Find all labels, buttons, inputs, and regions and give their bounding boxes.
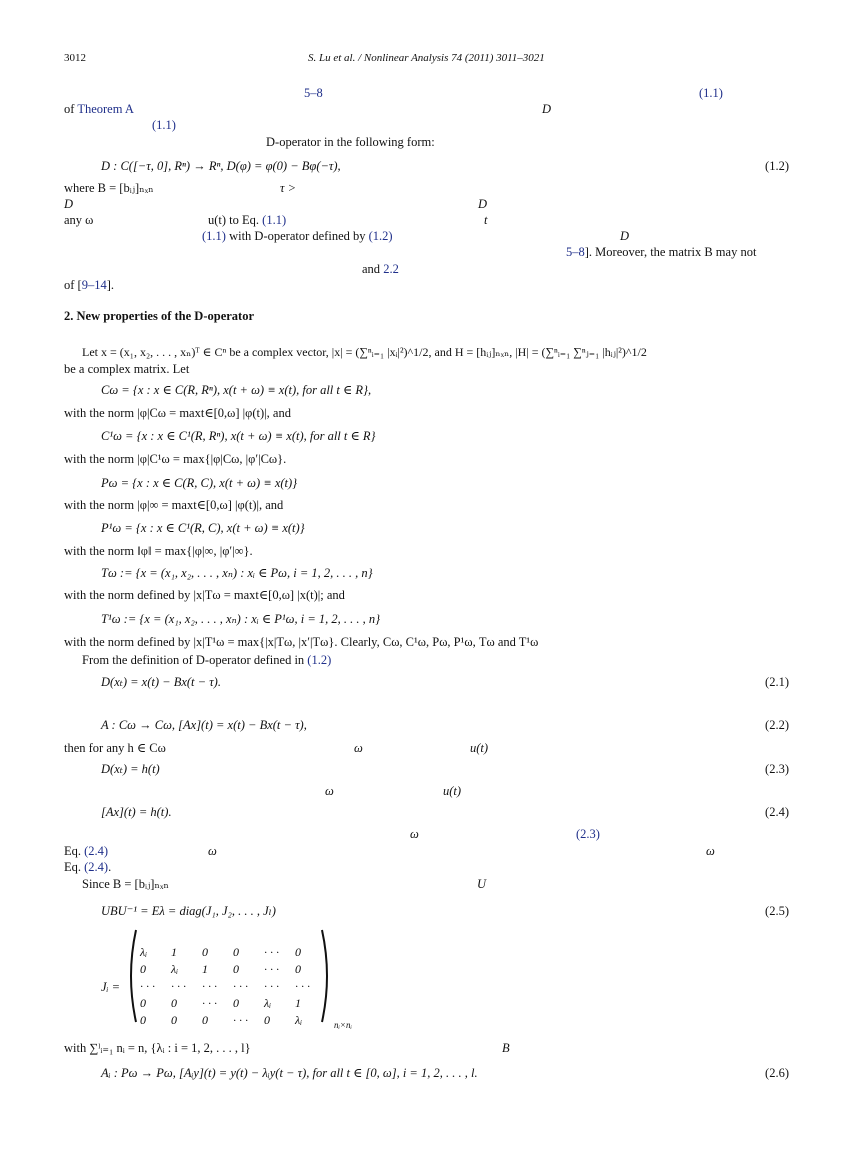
eq-ref-link[interactable]: (1.2) bbox=[368, 229, 393, 243]
theorem-link[interactable]: Theorem A bbox=[77, 102, 134, 116]
definition-p-omega: Pω = {x : x ∈ C(R, C), x(t + ω) ≡ x(t)} bbox=[101, 476, 298, 490]
body-text bbox=[208, 212, 286, 228]
math-symbol: u(t) bbox=[443, 784, 462, 798]
matrix-cell: · · · bbox=[233, 1013, 248, 1027]
eq-ref-link[interactable]: (2.4) bbox=[84, 844, 109, 858]
equation-2-4: [Ax](t) = h(t). bbox=[101, 805, 172, 819]
math-symbol: ω bbox=[410, 827, 419, 841]
right-bracket bbox=[320, 928, 334, 1024]
body-text bbox=[202, 228, 393, 244]
body-text: Since B = [bᵢⱼ]ₙₓₙ bbox=[82, 877, 169, 891]
body-text: D-operator in the following form: bbox=[266, 135, 435, 149]
matrix-cell: λᵢ bbox=[295, 1013, 303, 1027]
definition-c1-omega: C¹ω = {x : x ∈ C¹(R, Rⁿ), x(t + ω) ≡ x(t), for all t ∈ R} bbox=[101, 429, 376, 443]
body-text: Let x = (x₁, x₂, . . . , xₙ)ᵀ ∈ Cⁿ be a complex vector, |x| = (∑ⁿᵢ₌₁ |xᵢ|²)^1/2, and H = [hᵢⱼ]ₙₓₙ, |H| = (∑ⁿᵢ₌₁ ∑ⁿⱼ₌₁ |hᵢⱼ|²)^1/2 bbox=[82, 345, 647, 359]
eq-ref-link[interactable]: (1.1) bbox=[202, 229, 226, 243]
matrix-cell: 0 bbox=[264, 1013, 270, 1027]
equation-2-1: D(xₜ) = x(t) − Bx(t − τ). bbox=[101, 675, 221, 689]
definition-p1-omega: P¹ω = {x : x ∈ C¹(R, C), x(t + ω) ≡ x(t)} bbox=[101, 521, 305, 535]
math-symbol: D bbox=[64, 197, 74, 211]
equation-2-5: UBU⁻¹ = Eλ = diag(J₁, J₂, . . . , Jₗ) bbox=[101, 904, 276, 918]
running-head: S. Lu et al. / Nonlinear Analysis 74 (2011) 3011–3021 bbox=[308, 52, 545, 64]
math-symbol: D bbox=[620, 229, 630, 243]
equation-number: (2.2) bbox=[765, 718, 789, 732]
matrix-cell: · · · bbox=[171, 979, 186, 993]
math-symbol: D bbox=[542, 102, 552, 116]
matrix-cell: 0 bbox=[233, 962, 239, 976]
matrix-cell: λᵢ bbox=[264, 996, 272, 1010]
math-symbol: t bbox=[484, 213, 488, 227]
matrix-cell: 1 bbox=[171, 945, 177, 959]
matrix-cell: 0 bbox=[295, 945, 301, 959]
equation-number: (2.6) bbox=[765, 1066, 789, 1080]
matrix-cell: 0 bbox=[202, 1013, 208, 1027]
math-symbol: ω bbox=[325, 784, 334, 798]
definition-t1-omega: T¹ω := {x = (x₁, x₂, . . . , xₙ) : xᵢ ∈ P¹ω, i = 1, 2, . . . , n} bbox=[101, 612, 381, 626]
body-text: then for any h ∈ Cω bbox=[64, 741, 166, 755]
section-heading: 2. New properties of the D-operator bbox=[64, 309, 254, 323]
matrix-cell: · · · bbox=[140, 979, 155, 993]
math-symbol: u(t) bbox=[470, 741, 489, 755]
text-fragment: of [ bbox=[64, 278, 82, 292]
matrix-cell: 1 bbox=[295, 996, 301, 1010]
ref-link[interactable]: 2.2 bbox=[383, 262, 399, 276]
ref-link[interactable]: 5–8 bbox=[304, 86, 323, 100]
matrix-cell: 0 bbox=[140, 962, 146, 976]
math-symbol: ω bbox=[354, 741, 363, 755]
eq-ref-link[interactable]: (2.4) bbox=[84, 860, 109, 874]
text-fragment: ]. Moreover, the matrix B may not bbox=[584, 245, 757, 259]
matrix-cell: 0 bbox=[171, 1013, 177, 1027]
text-fragment: u(t) to Eq. bbox=[208, 213, 260, 227]
eq-ref-link[interactable]: (1.1) bbox=[262, 213, 287, 227]
math-symbol: τ > bbox=[280, 181, 297, 195]
eq-ref-link[interactable]: (1.1) bbox=[699, 86, 723, 100]
text-fragment: . bbox=[108, 860, 112, 874]
ref-link[interactable]: 5–8 bbox=[566, 245, 585, 259]
text-fragment: of bbox=[64, 102, 78, 116]
jordan-matrix bbox=[132, 944, 318, 1029]
matrix-row bbox=[132, 1012, 318, 1029]
matrix-cell: · · · bbox=[264, 979, 279, 993]
page-number: 3012 bbox=[64, 52, 86, 64]
text-fragment: Eq. bbox=[64, 844, 82, 858]
matrix-cell: 0 bbox=[295, 962, 301, 976]
matrix-cell: 0 bbox=[233, 996, 239, 1010]
ref-link[interactable]: 9–14 bbox=[81, 278, 107, 292]
text-fragment: Eq. bbox=[64, 860, 82, 874]
equation-2-6: Aᵢ : Pω → Pω, [Aᵢy](t) = y(t) − λᵢy(t − τ), for all t ∈ [0, ω], i = 1, 2, . . . , l. bbox=[101, 1066, 478, 1080]
math-symbol: ω bbox=[208, 844, 217, 858]
body-text: with the norm defined by |x|T¹ω = max{|x|Tω, |x′|Tω}. Clearly, Cω, C¹ω, Pω, P¹ω, Tω and T¹ω bbox=[64, 635, 539, 649]
matrix-cell: · · · bbox=[202, 996, 217, 1010]
matrix-cell: · · · bbox=[233, 979, 248, 993]
body-text: with the norm |φ|∞ = maxt∈[0,ω] |φ(t)|, and bbox=[64, 498, 284, 512]
body-text: with the norm defined by |x|Tω = maxt∈[0,ω] |x(t)|; and bbox=[64, 588, 345, 602]
matrix-row bbox=[132, 944, 318, 961]
body-text bbox=[64, 277, 114, 293]
matrix-cell: 0 bbox=[202, 945, 208, 959]
body-text bbox=[64, 859, 111, 875]
matrix-cell: · · · bbox=[264, 945, 279, 959]
matrix-row bbox=[132, 978, 318, 995]
matrix-size-subscript: nᵢ×nᵢ bbox=[334, 1020, 352, 1030]
body-text: be a complex matrix. Let bbox=[64, 362, 190, 376]
body-text: with the norm |φ|Cω = maxt∈[0,ω] |φ(t)|, and bbox=[64, 406, 291, 420]
matrix-cell: · · · bbox=[202, 979, 217, 993]
matrix-cell: 0 bbox=[171, 996, 177, 1010]
body-text: any ω bbox=[64, 213, 94, 227]
math-symbol: U bbox=[477, 877, 487, 891]
equation-2-2: A : Cω → Cω, [Ax](t) = x(t) − Bx(t − τ), bbox=[101, 718, 307, 732]
text-fragment: ]. bbox=[106, 278, 114, 292]
matrix-row bbox=[132, 995, 318, 1012]
body-text: where B = [bᵢⱼ]ₙₓₙ bbox=[64, 181, 154, 195]
equation-number: (2.5) bbox=[765, 904, 789, 918]
matrix-cell: 0 bbox=[140, 1013, 146, 1027]
body-text bbox=[566, 244, 756, 260]
equation-number: (2.4) bbox=[765, 805, 789, 819]
matrix-table bbox=[132, 944, 318, 1029]
body-text: with the norm |φ|C¹ω = max{|φ|Cω, |φ′|Cω}. bbox=[64, 452, 287, 466]
eq-ref-link[interactable]: (1.2) bbox=[307, 653, 332, 667]
math-symbol: D bbox=[478, 197, 488, 211]
math-symbol: B bbox=[502, 1041, 510, 1055]
body-text bbox=[82, 652, 331, 668]
matrix-cell: λᵢ bbox=[171, 962, 179, 976]
matrix-cell: · · · bbox=[295, 979, 310, 993]
equation-2-3: D(xₜ) = h(t) bbox=[101, 762, 160, 776]
body-text: with the norm ‖φ‖ = max{|φ|∞, |φ′|∞}. bbox=[64, 544, 253, 558]
math-symbol: ω bbox=[706, 844, 715, 858]
body-text bbox=[64, 843, 108, 859]
equation-number: (1.2) bbox=[765, 159, 789, 173]
matrix-cell: 0 bbox=[140, 996, 146, 1010]
text-fragment: From the definition of D-operator defined in bbox=[82, 653, 305, 667]
text-fragment: and bbox=[362, 262, 381, 276]
matrix-cell: 0 bbox=[233, 945, 239, 959]
matrix-cell: 1 bbox=[202, 962, 208, 976]
matrix-cell: λᵢ bbox=[140, 945, 148, 959]
body-text bbox=[362, 261, 399, 277]
eq-ref-link[interactable]: (1.1) bbox=[152, 118, 176, 132]
body-text: with ∑ˡᵢ₌₁ nᵢ = n, {λᵢ : i = 1, 2, . . . , l} bbox=[64, 1041, 251, 1055]
text-fragment: with D-operator defined by bbox=[229, 229, 366, 243]
jordan-block-label: Jᵢ = bbox=[101, 980, 121, 994]
equation-1-2: D : C([−τ, 0], Rⁿ) → Rⁿ, D(φ) = φ(0) − Bφ(−τ), bbox=[101, 159, 341, 173]
definition-c-omega: Cω = {x : x ∈ C(R, Rⁿ), x(t + ω) ≡ x(t), for all t ∈ R}, bbox=[101, 383, 372, 397]
eq-ref-link[interactable]: (2.3) bbox=[576, 827, 600, 841]
equation-number: (2.3) bbox=[765, 762, 789, 776]
matrix-cell: · · · bbox=[264, 962, 279, 976]
equation-number: (2.1) bbox=[765, 675, 789, 689]
body-text bbox=[64, 101, 134, 117]
definition-t-omega: Tω := {x = (x₁, x₂, . . . , xₙ) : xᵢ ∈ Pω, i = 1, 2, . . . , n} bbox=[101, 566, 373, 580]
matrix-row bbox=[132, 961, 318, 978]
